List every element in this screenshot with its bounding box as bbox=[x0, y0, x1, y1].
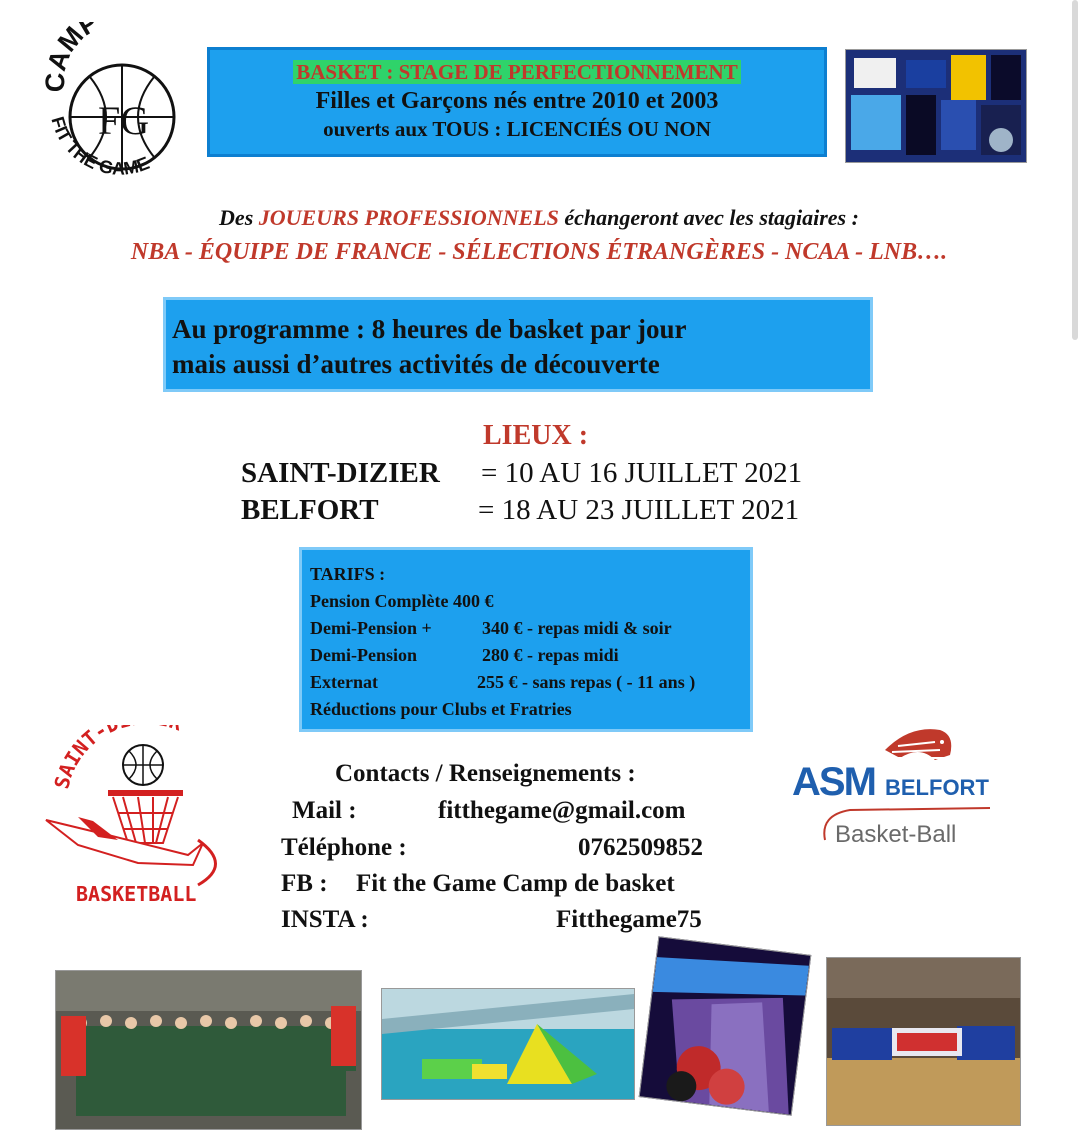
lieu-name: SAINT-DIZIER bbox=[241, 457, 440, 489]
tarif-label: Externat bbox=[310, 672, 378, 692]
tarifs-title: TARIFS : bbox=[310, 564, 386, 584]
header-open-to: ouverts aux TOUS : LICENCIÉS OU NON bbox=[323, 117, 711, 141]
lieux-title: LIEUX : bbox=[483, 420, 589, 451]
insta-value[interactable]: Fitthegame75 bbox=[556, 906, 702, 933]
saint-dizier-basketball-logo bbox=[38, 725, 238, 915]
photo-camp-apparel bbox=[845, 49, 1027, 163]
fit-the-game-logo bbox=[40, 22, 200, 192]
logo-fit-the-game-text: FIT THE GAME bbox=[47, 114, 153, 179]
tarifs-note: Réductions pour Clubs et Fratries bbox=[310, 699, 572, 719]
pros-intro bbox=[0, 205, 1078, 231]
tarif-price: 255 € - sans repas ( - 11 ans ) bbox=[477, 672, 696, 692]
tarif-price: 280 € - repas midi bbox=[482, 645, 619, 665]
lieu-name: BELFORT bbox=[241, 494, 379, 526]
photo-group-players bbox=[55, 970, 362, 1130]
header-box bbox=[207, 47, 827, 157]
fb-value[interactable]: Fit the Game Camp de basket bbox=[356, 870, 675, 897]
photo-bowling bbox=[639, 936, 812, 1116]
asm-logo-city: BELFORT bbox=[885, 775, 989, 800]
tarifs-box bbox=[299, 547, 753, 732]
sd-logo-top-text: SAINT- bbox=[49, 725, 112, 792]
header-title: BASKET : STAGE DE PERFECTIONNEMENT bbox=[293, 60, 740, 84]
mail-value[interactable]: fitthegame@gmail.com bbox=[438, 797, 686, 824]
tarif-label: Pension Complète 400 € bbox=[310, 591, 494, 611]
logo-camp-text: CAMP bbox=[40, 22, 104, 93]
pros-prefix: Des bbox=[219, 205, 259, 230]
pros-list: NBA - ÉQUIPE DE FRANCE - SÉLECTIONS ÉTRANGÈRES - NCAA - LNB…. bbox=[130, 239, 948, 265]
tarif-label: Demi-Pension bbox=[310, 645, 417, 665]
logo-fg-mark: FG bbox=[98, 98, 150, 143]
program-line-1: Au programme : 8 heures de basket par jour bbox=[172, 314, 687, 344]
phone-value[interactable]: 0762509852 bbox=[578, 834, 703, 861]
tarif-price: 340 € - repas midi & soir bbox=[482, 618, 672, 638]
asm-belfort-logo bbox=[790, 720, 1000, 870]
photo-gym-team bbox=[826, 957, 1021, 1126]
phone-label: Téléphone : bbox=[281, 834, 407, 861]
sd-logo-bottom-text: BASKETBALL bbox=[76, 882, 197, 906]
program-line-2: mais aussi d’autres activités de découverte bbox=[172, 349, 660, 379]
contacts-title: Contacts / Renseignements : bbox=[335, 760, 636, 787]
tarif-label: Demi-Pension + bbox=[310, 618, 432, 638]
lieu-dates: = 18 AU 23 JUILLET 2021 bbox=[478, 494, 800, 526]
mail-label: Mail : bbox=[292, 797, 357, 824]
lieu-dates: = 10 AU 16 JUILLET 2021 bbox=[481, 457, 803, 489]
fb-label: FB : bbox=[281, 870, 328, 897]
photo-water-park bbox=[381, 988, 635, 1100]
pros-suffix: échangeront avec les stagiaires : bbox=[558, 205, 859, 230]
header-age-range: Filles et Garçons nés entre 2010 et 2003 bbox=[315, 88, 719, 114]
program-box bbox=[163, 297, 873, 392]
asm-logo-sub: Basket-Ball bbox=[835, 821, 957, 848]
pros-highlight: JOUEURS PROFESSIONNELS bbox=[258, 205, 559, 230]
insta-label: INSTA : bbox=[281, 906, 369, 933]
scrollbar[interactable] bbox=[1072, 0, 1078, 340]
asm-logo-main: ASM bbox=[792, 760, 875, 804]
